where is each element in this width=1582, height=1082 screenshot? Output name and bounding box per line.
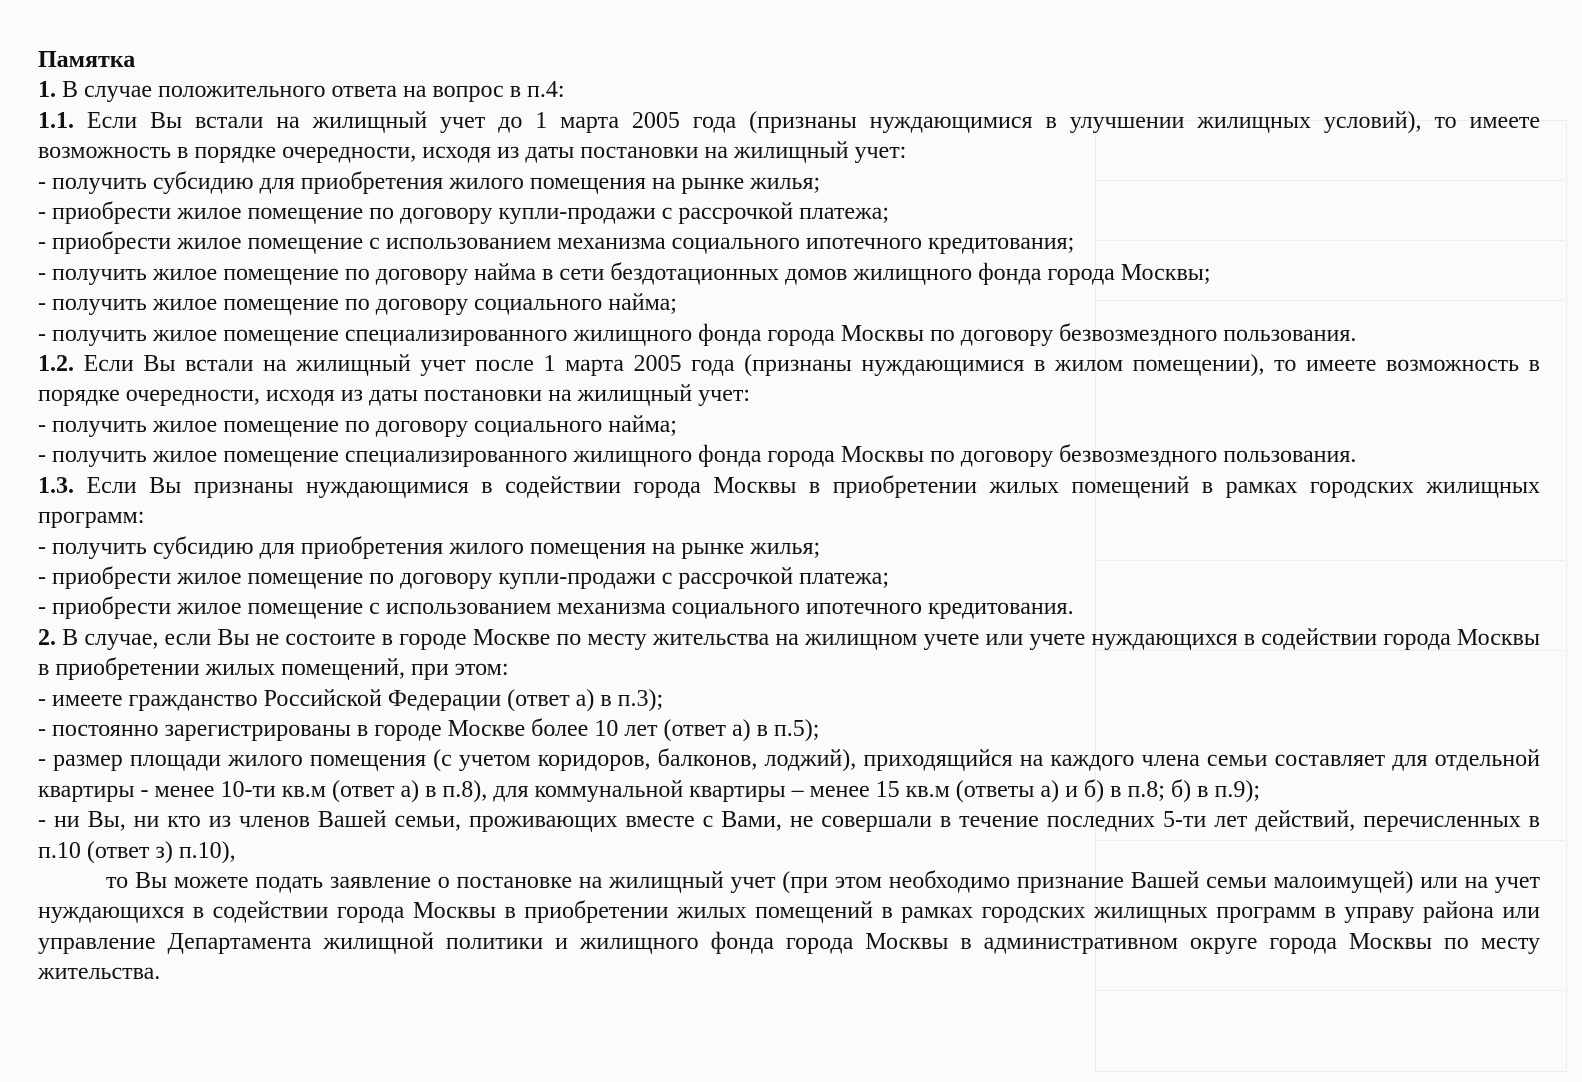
list-item bbox=[38, 227, 1540, 257]
list-item bbox=[38, 805, 1540, 866]
paragraph-text: - приобрести жилое помещение по договору купли-продажи с рассрочкой платежа; bbox=[38, 563, 889, 590]
list-item bbox=[38, 319, 1540, 349]
paragraph-text: - получить жилое помещение специализированного жилищного фонда города Москвы по договору безвозмездного пользования. bbox=[38, 442, 1357, 469]
paragraph-text: - получить субсидию для приобретения жилого помещения на рынке жилья; bbox=[38, 168, 821, 195]
paragraph-number: 1.3. bbox=[38, 472, 74, 499]
list-item bbox=[38, 167, 1540, 197]
list-item bbox=[38, 532, 1540, 562]
bleed-through-line bbox=[1095, 990, 1565, 991]
paragraph-number: 1. bbox=[38, 77, 56, 104]
paragraph-text: - постоянно зарегистрированы в городе Москве более 10 лет (ответ а) в п.5); bbox=[38, 715, 820, 742]
paragraph-text: Если Вы встали на жилищный учет после 1 марта 2005 года (признаны нуждающимися в жилом помещении), то имеете возможность в порядке очередности, исходя из даты постановки на жилищный учет: bbox=[38, 351, 1540, 408]
memo-body bbox=[38, 75, 1540, 866]
list-item bbox=[38, 684, 1540, 714]
numbered-paragraph bbox=[38, 106, 1540, 167]
paragraph-text: Если Вы признаны нуждающимися в содействии города Москвы в приобретении жилых помещений в рамках городских жилищных программ: bbox=[38, 472, 1540, 530]
paragraph-number: 1.2. bbox=[38, 351, 74, 378]
numbered-paragraph bbox=[38, 471, 1540, 532]
paragraph-text: - приобрести жилое помещение с использованием механизма социального ипотечного кредитования. bbox=[38, 594, 1074, 621]
list-item bbox=[38, 197, 1540, 227]
list-item bbox=[38, 562, 1540, 592]
paragraph-text: - имеете гражданство Российской Федерации (ответ а) в п.3); bbox=[38, 685, 664, 712]
list-item bbox=[38, 744, 1540, 805]
numbered-paragraph bbox=[38, 349, 1540, 410]
list-item bbox=[38, 714, 1540, 744]
memo-title: Памятка bbox=[38, 47, 136, 73]
paragraph-text: - получить субсидию для приобретения жилого помещения на рынке жилья; bbox=[38, 533, 821, 560]
list-item bbox=[38, 592, 1540, 622]
list-item bbox=[38, 440, 1540, 470]
memo-document bbox=[38, 45, 1540, 988]
paragraph-text: В случае положительного ответа на вопрос в п.4: bbox=[56, 77, 565, 104]
paragraph-text: В случае, если Вы не состоите в городе Москве по месту жительства на жилищном учете или учете нуждающихся в содействии города Москвы в приобретении жилых помещений, при этом: bbox=[38, 624, 1540, 682]
paragraph-text: - получить жилое помещение по договору найма в сети бездотационных домов жилищного фонда города Москвы; bbox=[38, 259, 1211, 286]
paragraph-number: 2. bbox=[38, 624, 56, 651]
numbered-paragraph bbox=[38, 623, 1540, 684]
paragraph-number: 1.1. bbox=[38, 107, 74, 134]
list-item bbox=[38, 410, 1540, 440]
paragraph-text: - получить жилое помещение по договору социального найма; bbox=[38, 411, 677, 438]
paragraph-text: - получить жилое помещение специализированного жилищного фонда города Москвы по договору безвозмездного пользования. bbox=[38, 320, 1357, 347]
numbered-paragraph bbox=[38, 75, 1540, 105]
list-item bbox=[38, 288, 1540, 318]
paragraph-text: - получить жилое помещение по договору социального найма; bbox=[38, 290, 677, 317]
paragraph-text: - размер площади жилого помещения (с учетом коридоров, балконов, лоджий), приходящийся на каждого члена семьи составляет для отдельной квартиры - менее 10-ти кв.м (ответ а) в п.8), для коммунальной квартиры – менее 15 кв.м (ответы а) и б) в п.8; б) в п.9); bbox=[38, 746, 1540, 803]
closing-paragraph: то Вы можете подать заявление о постановке на жилищный учет (при этом необходимо признание Вашей семьи малоимущей) или на учет нуждающихся в содействии города Москвы в приобретении жилых помещений в рамках городских жилищных программ в управу района или управление Департамента жилищной политики и жилищного фонда города Москвы в административном округе города Москвы по месту жительства. bbox=[38, 867, 1540, 986]
list-item bbox=[38, 258, 1540, 288]
paragraph-text: - приобрести жилое помещение по договору купли-продажи с рассрочкой платежа; bbox=[38, 199, 889, 226]
paragraph-text: - приобрести жилое помещение с использованием механизма социального ипотечного кредитования; bbox=[38, 229, 1075, 256]
paragraph-text: Если Вы встали на жилищный учет до 1 марта 2005 года (признаны нуждающимися в улучшении жилищных условий), то имеете возможность в порядке очередности, исходя из даты постановки на жилищный учет: bbox=[38, 107, 1540, 165]
paragraph-text: - ни Вы, ни кто из членов Вашей семьи, проживающих вместе с Вами, не совершали в течение последних 5-ти лет действий, перечисленных в п.10 (ответ з) п.10), bbox=[38, 807, 1540, 864]
